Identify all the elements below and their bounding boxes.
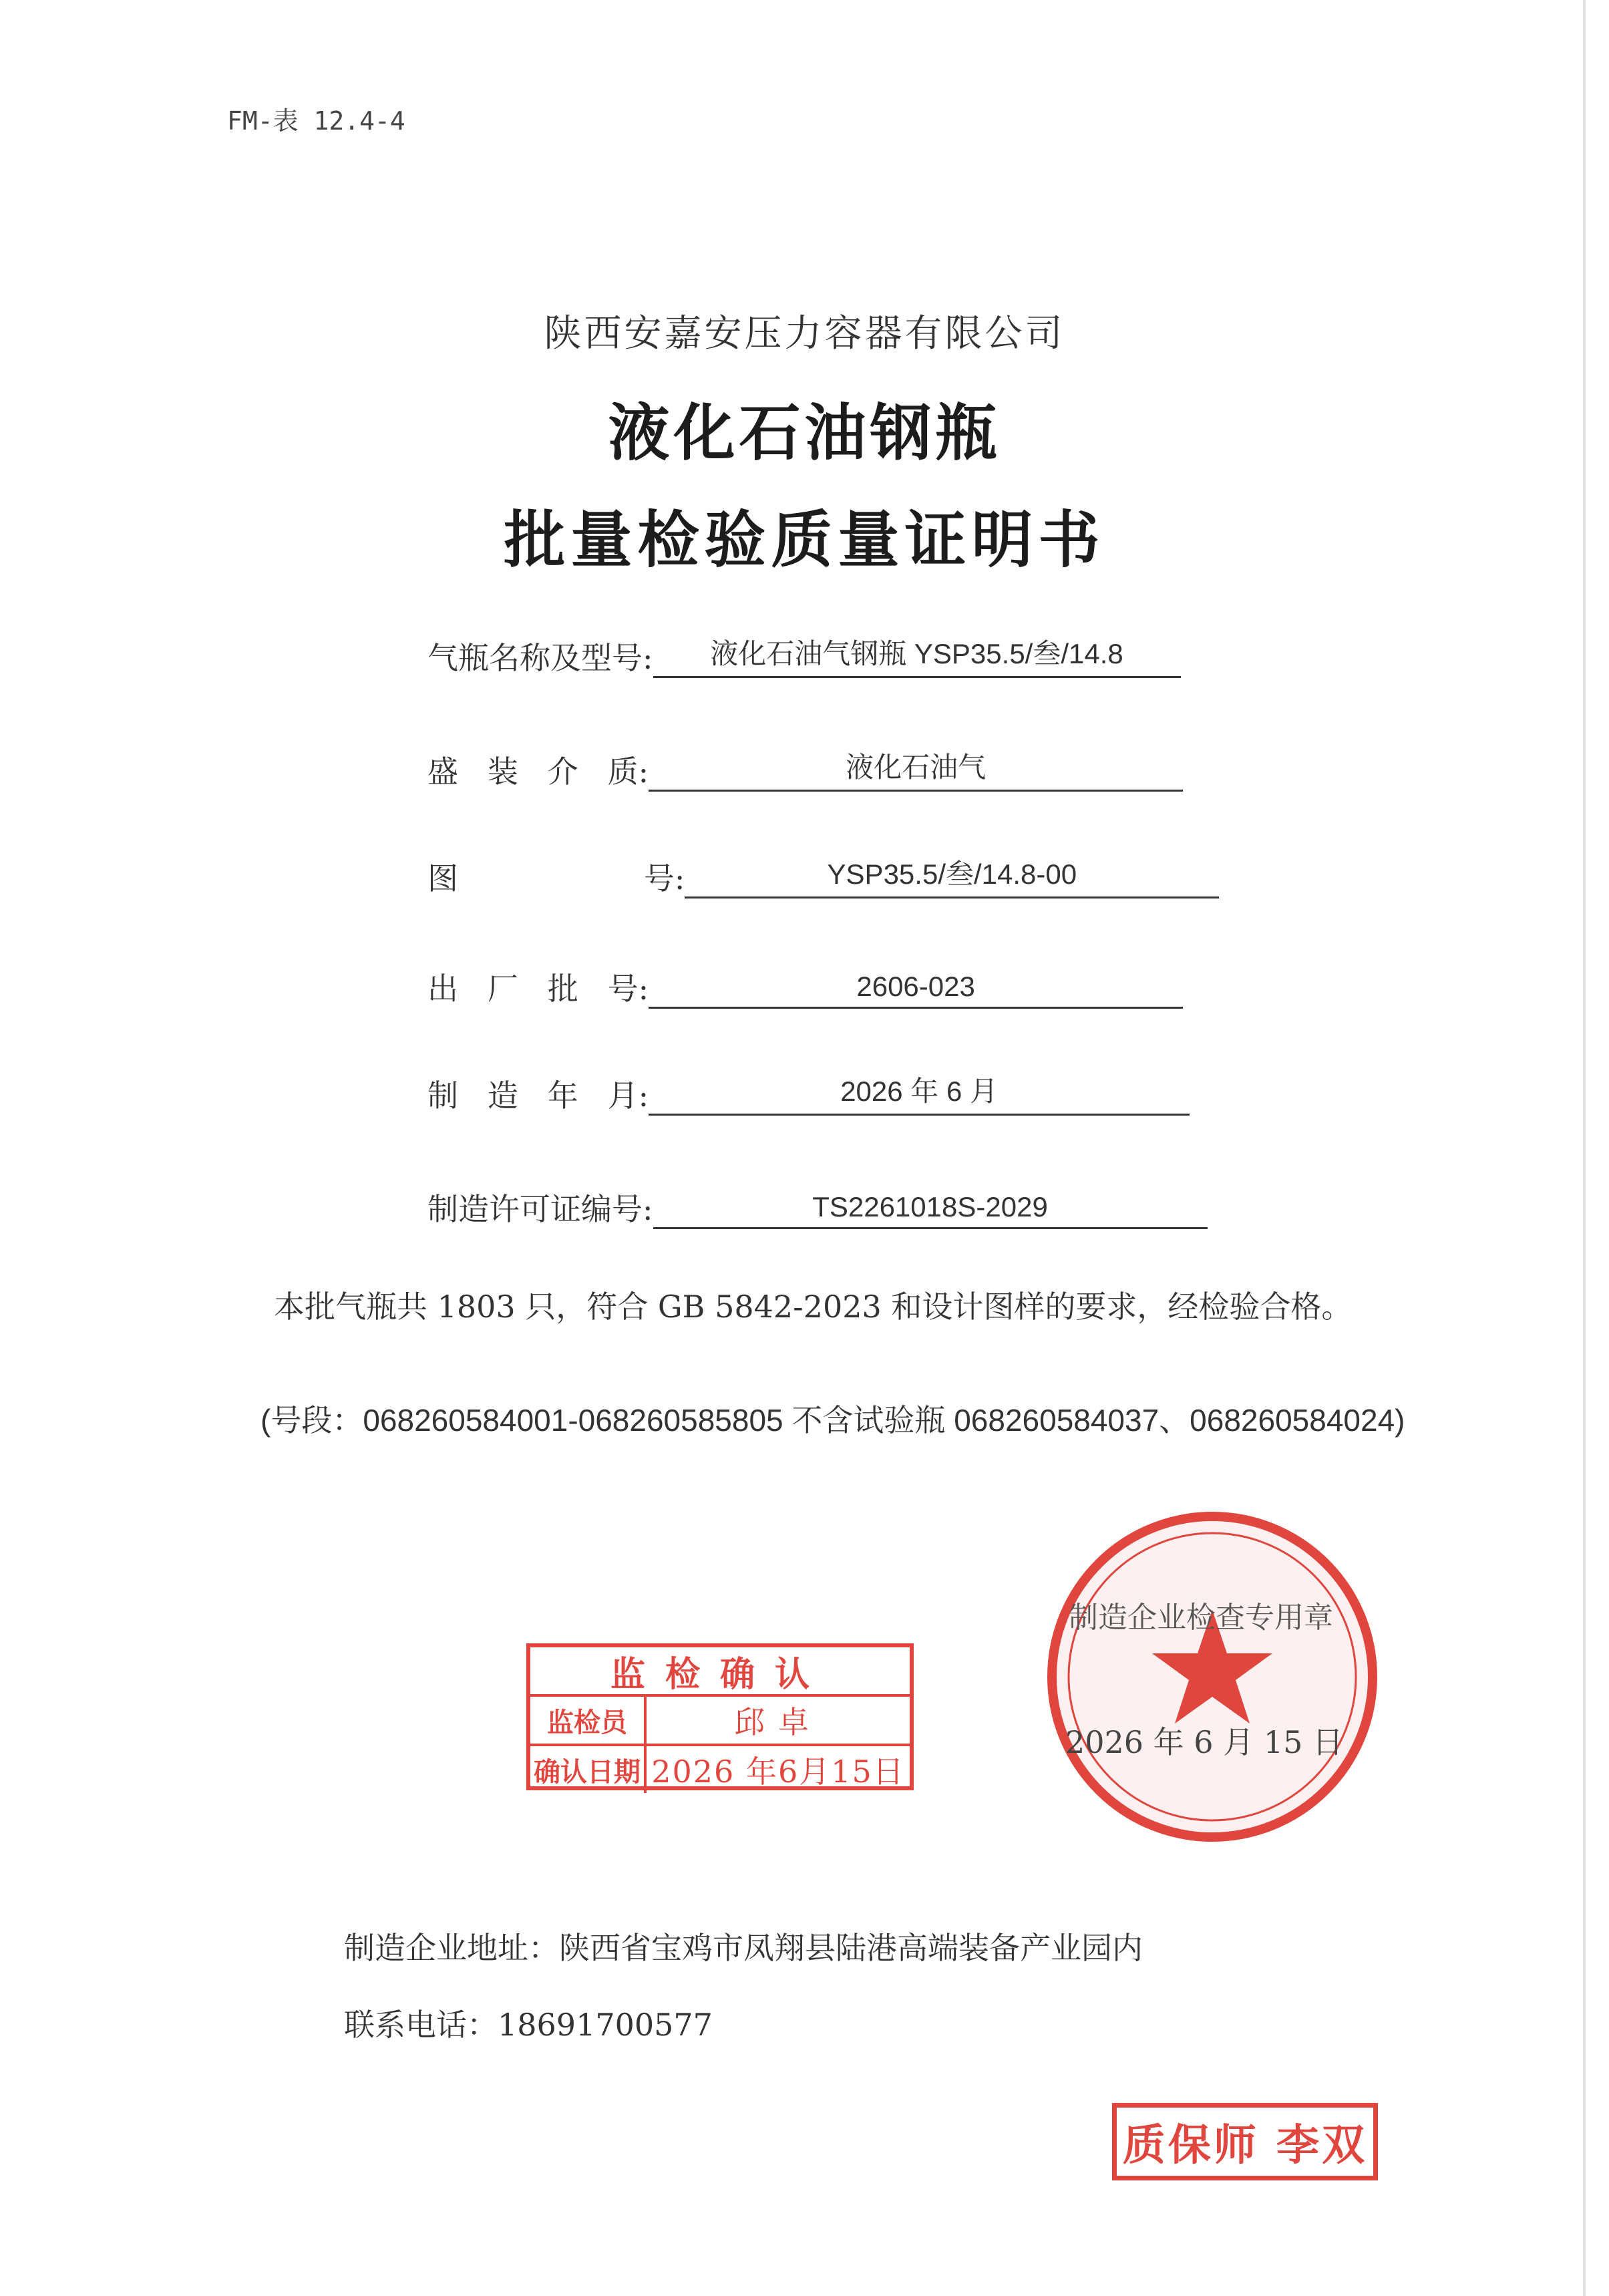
field-value: 2606-023 <box>649 967 1183 1009</box>
field-value: 液化石油气钢瓶 YSP35.5/叁/14.8 <box>653 637 1181 678</box>
field-label: 出 厂 批 号: <box>427 971 649 1007</box>
serial-number-range: (号段：068260584001-068260585805 不含试验瓶 068260584037、068260584024) <box>260 1403 1405 1438</box>
field-row-batch-number <box>427 955 1183 1009</box>
field-label: 制 造 年 月: <box>427 1078 649 1114</box>
company-seal <box>1045 1510 1379 1844</box>
inspector-row <box>530 1697 910 1746</box>
contact-phone: 联系电话：18691700577 <box>344 2007 713 2043</box>
field-value: 液化石油气 <box>649 750 1183 792</box>
seal-caption: 制造企业检查专用章 <box>1069 1601 1333 1635</box>
field-label: 气瓶名称及型号: <box>427 640 653 676</box>
field-row-drawing-number <box>427 845 1219 898</box>
document-title-line1: 液化石油钢瓶 <box>608 397 1001 469</box>
field-row-license-number <box>427 1176 1208 1229</box>
field-row-medium <box>427 738 1183 792</box>
confirm-date-row <box>530 1746 910 1793</box>
form-code: FM-表 12.4-4 <box>227 106 405 136</box>
document-title-line2: 批量检验质量证明书 <box>504 504 1105 576</box>
inspection-stamp <box>526 1643 914 1790</box>
confirm-date-label: 确认日期 <box>530 1746 647 1793</box>
quality-assurance-stamp: 质保师 李双 <box>1112 2103 1378 2180</box>
field-row-cylinder-name <box>427 625 1181 678</box>
inspection-stamp-title: 监检确认 <box>530 1647 910 1697</box>
manufacturer-address: 制造企业地址：陕西省宝鸡市凤翔县陆港高端装备产业园内 <box>344 1930 1143 1966</box>
field-label: 盛 装 介 质: <box>427 754 649 790</box>
company-name: 陕西安嘉安压力容器有限公司 <box>544 312 1065 355</box>
field-label: 图 号: <box>427 860 685 896</box>
seal-date: 2026 年 6 月 15 日 <box>1065 1724 1343 1760</box>
field-value: YSP35.5/叁/14.8-00 <box>685 857 1219 898</box>
inspector-name: 邱卓 <box>734 1704 822 1740</box>
field-value: TS2261018S-2029 <box>653 1188 1208 1229</box>
compliance-statement: 本批气瓶共 1803 只，符合 GB 5842-2023 和设计图样的要求，经检验合格。 <box>274 1289 1353 1325</box>
field-row-manufacture-date <box>427 1062 1190 1116</box>
confirm-date-value: 2026 年6月15日 <box>651 1754 905 1790</box>
field-value: 2026 年 6 月 <box>649 1074 1190 1116</box>
inspector-label: 监检员 <box>530 1697 647 1744</box>
field-label: 制造许可证编号: <box>427 1191 653 1227</box>
